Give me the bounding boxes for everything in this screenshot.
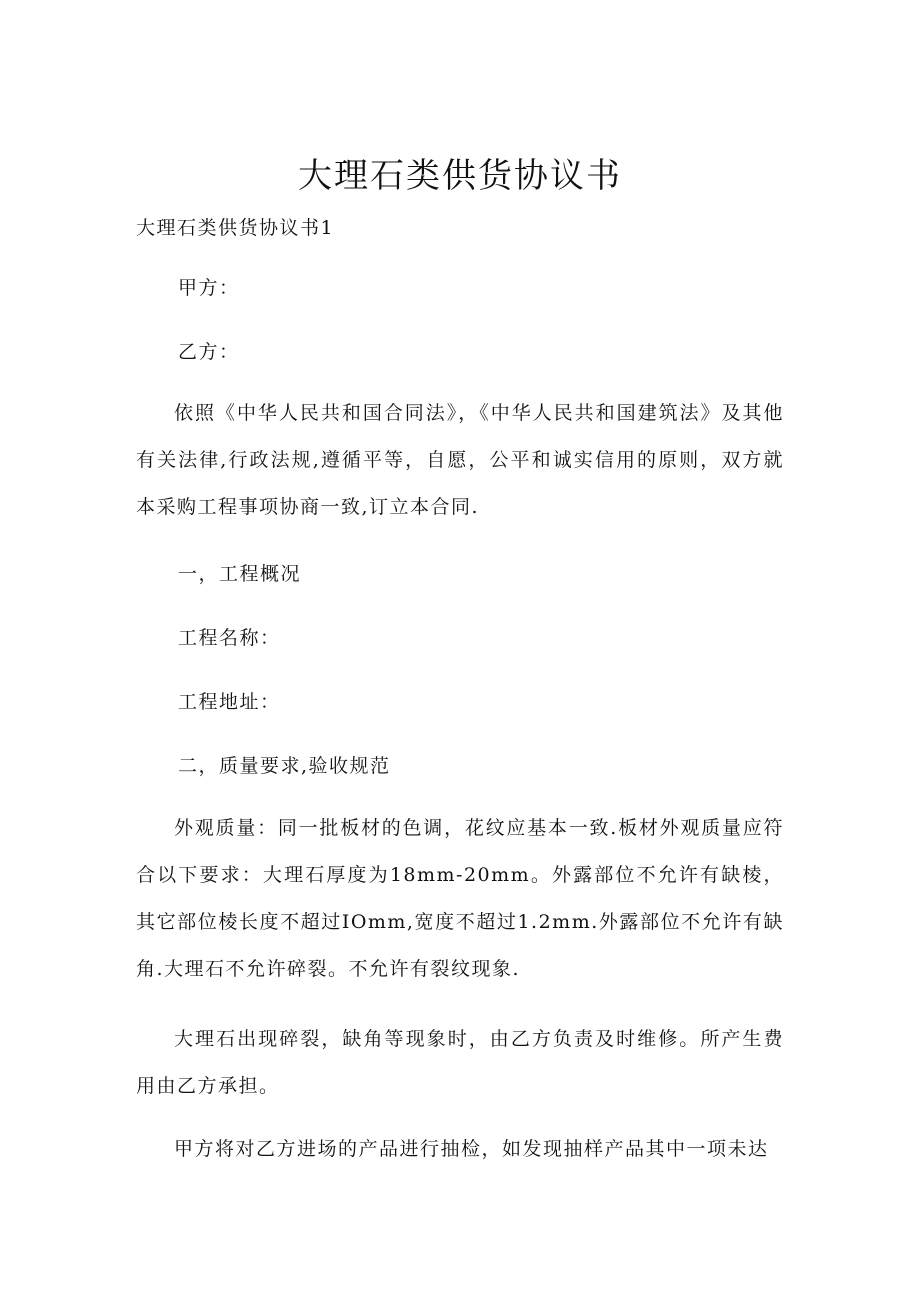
project-address-label: 工程地址： xyxy=(178,691,281,713)
party-a-label: 甲方： xyxy=(178,277,240,299)
intro-paragraph: 依照《中华人民共和国合同法》，《中华人民共和国建筑法》及其他有关法律,行政法规,遵循平等，自愿，公平和诚实信用的原则，双方就本采购工程事项协商一致,订立本合同. xyxy=(136,402,784,518)
party-b-label: 乙方： xyxy=(178,341,240,363)
section-1-heading: 一，工程概况 xyxy=(178,563,302,585)
inspection-paragraph: 甲方将对乙方进场的产品进行抽检，如发现抽样产品其中一项未达 xyxy=(174,1138,769,1160)
document-subtitle: 大理石类供货协议书1 xyxy=(136,217,335,239)
quality-paragraph: 外观质量：同一批板材的色调，花纹应基本一致.板材外观质量应符合以下要求：大理石厚度为18mm-20mm。外露部位不允许有缺棱，其它部位棱长度不超过IOmm,宽度不超过1.2mm.外露部位不允许有缺角.大理石不允许碎裂。不允许有裂纹现象. xyxy=(136,817,784,980)
document-title: 大理石类供货协议书 xyxy=(298,156,622,196)
project-name-label: 工程名称： xyxy=(178,627,281,649)
repair-paragraph: 大理石出现碎裂，缺角等现象时，由乙方负责及时维修。所产生费用由乙方承担。 xyxy=(136,1028,784,1097)
section-2-heading: 二，质量要求,验收规范 xyxy=(178,755,391,777)
